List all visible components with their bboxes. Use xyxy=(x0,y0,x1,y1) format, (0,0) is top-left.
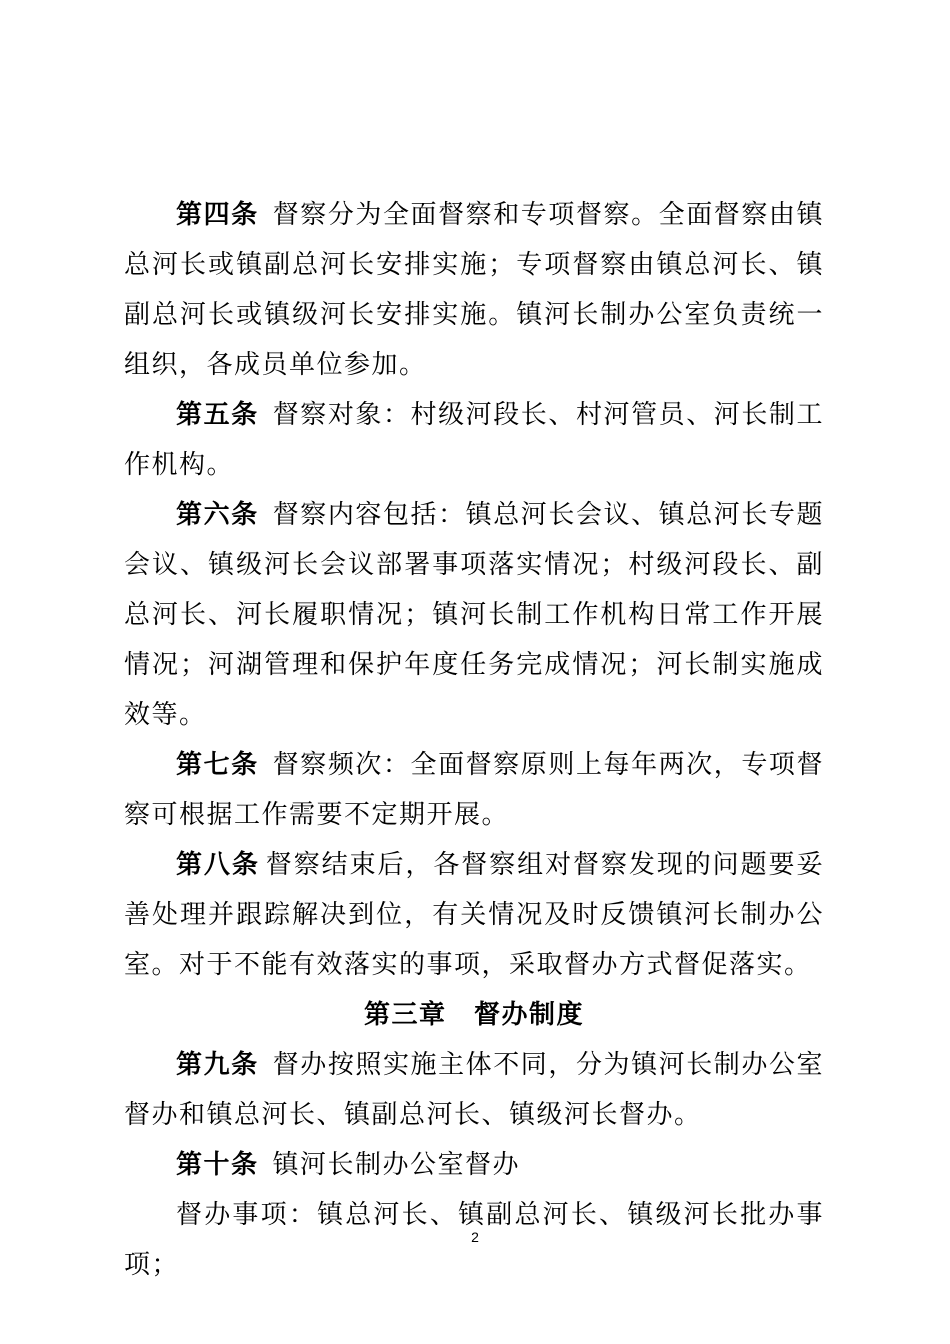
article-6 xyxy=(124,490,824,740)
article-number: 第七条 xyxy=(176,750,259,780)
article-10 xyxy=(124,1140,824,1190)
chapter-title: 第三章 督办制度 xyxy=(363,1000,584,1030)
article-text: 督察分为全面督察和专项督察。全面督察由镇总河长或镇副总河长安排实施；专项督察由镇总河长、镇副总河长或镇级河长安排实施。镇河长制办公室负责统一组织，各成员单位参加。 xyxy=(124,200,824,380)
article-text: 督察频次：全面督察原则上每年两次，专项督察可根据工作需要不定期开展。 xyxy=(124,750,824,830)
article-text: 督办按照实施主体不同，分为镇河长制办公室督办和镇总河长、镇副总河长、镇级河长督办。 xyxy=(124,1050,824,1130)
article-9 xyxy=(124,1040,824,1140)
page-number: 2 xyxy=(471,1229,479,1245)
article-text: 督察对象：村级河段长、村河管员、河长制工作机构。 xyxy=(124,400,824,480)
article-4 xyxy=(124,190,824,390)
article-number: 第九条 xyxy=(176,1050,259,1080)
article-text: 督察内容包括：镇总河长会议、镇总河长专题会议、镇级河长会议部署事项落实情况；村级河段长、副总河长、河长履职情况；镇河长制工作机构日常工作开展情况；河湖管理和保护年度任务完成情况；河长制实施成效等。 xyxy=(124,500,824,730)
document-body xyxy=(124,190,824,1290)
article-number: 第八条 xyxy=(176,850,260,880)
article-text: 督办事项：镇总河长、镇副总河长、镇级河长批办事项； xyxy=(124,1200,824,1280)
article-8 xyxy=(124,840,824,990)
article-7 xyxy=(124,740,824,840)
article-number: 第四条 xyxy=(176,200,259,230)
article-5 xyxy=(124,390,824,490)
article-number: 第五条 xyxy=(176,400,259,430)
article-text: 镇河长制办公室督办 xyxy=(272,1150,521,1180)
article-number: 第十条 xyxy=(176,1150,259,1180)
article-text: 督察结束后，各督察组对督察发现的问题要妥善处理并跟踪解决到位，有关情况及时反馈镇河长制办公室。对于不能有效落实的事项，采取督办方式督促落实。 xyxy=(124,850,824,980)
article-number: 第六条 xyxy=(176,500,259,530)
